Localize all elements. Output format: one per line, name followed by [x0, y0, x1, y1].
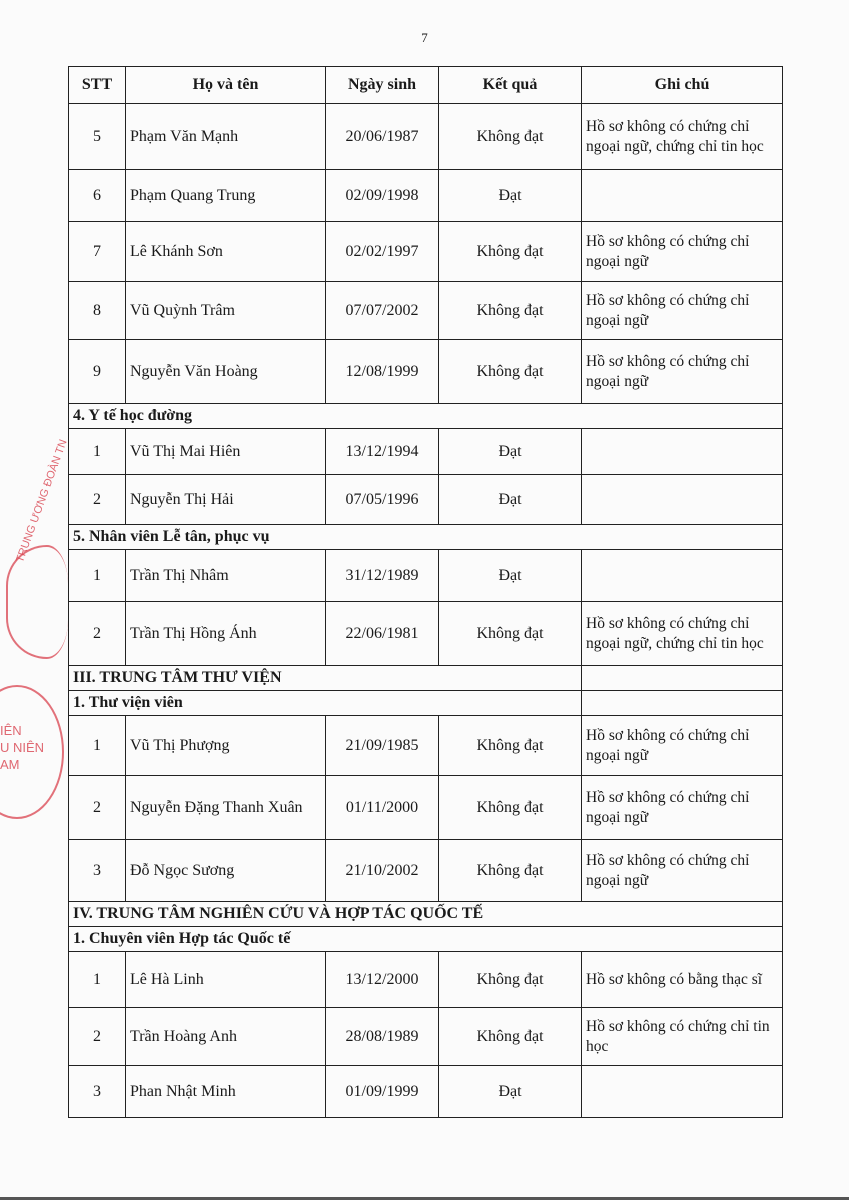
header-dob: Ngày sinh: [326, 67, 439, 104]
result-cell: Không đạt: [439, 1008, 582, 1066]
result-cell: Không đạt: [439, 222, 582, 282]
dob-cell: 01/11/2000: [326, 776, 439, 840]
stt-cell: 2: [69, 776, 126, 840]
stamp-lower-text: [0, 722, 44, 773]
group-note-cell: [582, 666, 783, 691]
stt-cell: 2: [69, 475, 126, 525]
group-note-cell: [582, 691, 783, 716]
group-header-row: [69, 691, 783, 716]
dob-cell: 02/02/1997: [326, 222, 439, 282]
stamp-line: IÊN: [0, 723, 22, 738]
table-row: [69, 840, 783, 902]
stt-cell: 8: [69, 282, 126, 340]
name-cell: Vũ Quỳnh Trâm: [126, 282, 326, 340]
note-cell: Hồ sơ không có chứng chỉ ngoại ngữ: [582, 282, 783, 340]
result-cell: Không đạt: [439, 952, 582, 1008]
result-cell: Không đạt: [439, 840, 582, 902]
group-header-row: [69, 404, 783, 429]
stt-cell: 7: [69, 222, 126, 282]
name-cell: Phan Nhật Minh: [126, 1066, 326, 1118]
stt-cell: 1: [69, 716, 126, 776]
table-row: [69, 340, 783, 404]
name-cell: Lê Hà Linh: [126, 952, 326, 1008]
stt-cell: 2: [69, 1008, 126, 1066]
note-cell: [582, 429, 783, 475]
stt-cell: 2: [69, 602, 126, 666]
table-header-row: [69, 67, 783, 104]
group-label: 4. Y tế học đường: [69, 404, 783, 429]
group-header-row: [69, 525, 783, 550]
dob-cell: 21/09/1985: [326, 716, 439, 776]
stamp-line: U NIÊN: [0, 740, 45, 755]
note-cell: Hồ sơ không có chứng chỉ ngoại ngữ: [582, 776, 783, 840]
note-cell: [582, 170, 783, 222]
group-label: 5. Nhân viên Lễ tân, phục vụ: [69, 525, 783, 550]
table-row: [69, 550, 783, 602]
table-body: [69, 104, 783, 1118]
note-cell: Hồ sơ không có bằng thạc sĩ: [582, 952, 783, 1008]
note-cell: Hồ sơ không có chứng chỉ ngoại ngữ: [582, 340, 783, 404]
result-cell: Đạt: [439, 475, 582, 525]
group-label: IV. TRUNG TÂM NGHIÊN CỨU VÀ HỢP TÁC QUỐC TẾ: [69, 902, 783, 927]
group-label: III. TRUNG TÂM THƯ VIỆN: [69, 666, 582, 691]
result-cell: Đạt: [439, 550, 582, 602]
note-cell: Hồ sơ không có chứng chỉ tin học: [582, 1008, 783, 1066]
stt-cell: 3: [69, 1066, 126, 1118]
table-row: [69, 716, 783, 776]
table-row: [69, 776, 783, 840]
name-cell: Trần Hoàng Anh: [126, 1008, 326, 1066]
result-cell: Không đạt: [439, 602, 582, 666]
result-cell: Không đạt: [439, 282, 582, 340]
result-cell: Không đạt: [439, 776, 582, 840]
header-stt: STT: [69, 67, 126, 104]
note-cell: Hồ sơ không có chứng chỉ ngoại ngữ, chứng chỉ tin học: [582, 104, 783, 170]
note-cell: Hồ sơ không có chứng chỉ ngoại ngữ: [582, 716, 783, 776]
stt-cell: 5: [69, 104, 126, 170]
result-cell: Đạt: [439, 170, 582, 222]
table-row: [69, 429, 783, 475]
table-row: [69, 222, 783, 282]
dob-cell: 28/08/1989: [326, 1008, 439, 1066]
dob-cell: 12/08/1999: [326, 340, 439, 404]
dob-cell: 02/09/1998: [326, 170, 439, 222]
group-header-row: [69, 902, 783, 927]
dob-cell: 01/09/1999: [326, 1066, 439, 1118]
result-cell: Không đạt: [439, 716, 582, 776]
table-row: [69, 282, 783, 340]
table-row: [69, 602, 783, 666]
stamp-upper-text: TRUNG ƯƠNG ĐOÀN TN: [14, 437, 70, 565]
note-cell: [582, 550, 783, 602]
name-cell: Vũ Thị Phượng: [126, 716, 326, 776]
result-cell: Không đạt: [439, 104, 582, 170]
dob-cell: 13/12/2000: [326, 952, 439, 1008]
table-row: [69, 1066, 783, 1118]
note-cell: Hồ sơ không có chứng chỉ ngoại ngữ: [582, 840, 783, 902]
group-label: 1. Thư viện viên: [69, 691, 582, 716]
result-cell: Đạt: [439, 429, 582, 475]
header-result: Kết quả: [439, 67, 582, 104]
dob-cell: 07/05/1996: [326, 475, 439, 525]
dob-cell: 13/12/1994: [326, 429, 439, 475]
dob-cell: 22/06/1981: [326, 602, 439, 666]
stt-cell: 1: [69, 952, 126, 1008]
group-label: 1. Chuyên viên Hợp tác Quốc tế: [69, 927, 783, 952]
name-cell: Vũ Thị Mai Hiên: [126, 429, 326, 475]
dob-cell: 20/06/1987: [326, 104, 439, 170]
dob-cell: 21/10/2002: [326, 840, 439, 902]
group-header-row: [69, 666, 783, 691]
page-number: 7: [421, 30, 428, 45]
name-cell: Nguyễn Đặng Thanh Xuân: [126, 776, 326, 840]
name-cell: Trần Thị Hồng Ánh: [126, 602, 326, 666]
name-cell: Phạm Văn Mạnh: [126, 104, 326, 170]
name-cell: Đỗ Ngọc Sương: [126, 840, 326, 902]
table-row: [69, 170, 783, 222]
note-cell: [582, 475, 783, 525]
stt-cell: 1: [69, 429, 126, 475]
header-note: Ghi chú: [582, 67, 783, 104]
name-cell: Nguyễn Thị Hải: [126, 475, 326, 525]
note-cell: Hồ sơ không có chứng chỉ ngoại ngữ: [582, 222, 783, 282]
name-cell: Trần Thị Nhâm: [126, 550, 326, 602]
stt-cell: 9: [69, 340, 126, 404]
group-header-row: [69, 927, 783, 952]
name-cell: Phạm Quang Trung: [126, 170, 326, 222]
table-row: [69, 952, 783, 1008]
result-cell: Đạt: [439, 1066, 582, 1118]
red-stamp-upper: [6, 545, 68, 659]
table-row: [69, 1008, 783, 1066]
header-name: Họ và tên: [126, 67, 326, 104]
results-table: [68, 66, 783, 1118]
note-cell: Hồ sơ không có chứng chỉ ngoại ngữ, chứng chỉ tin học: [582, 602, 783, 666]
result-cell: Không đạt: [439, 340, 582, 404]
note-cell: [582, 1066, 783, 1118]
stamp-line: AM: [0, 757, 20, 772]
stt-cell: 6: [69, 170, 126, 222]
name-cell: Lê Khánh Sơn: [126, 222, 326, 282]
dob-cell: 07/07/2002: [326, 282, 439, 340]
table-row: [69, 475, 783, 525]
name-cell: Nguyễn Văn Hoàng: [126, 340, 326, 404]
stt-cell: 3: [69, 840, 126, 902]
dob-cell: 31/12/1989: [326, 550, 439, 602]
table-row: [69, 104, 783, 170]
stt-cell: 1: [69, 550, 126, 602]
